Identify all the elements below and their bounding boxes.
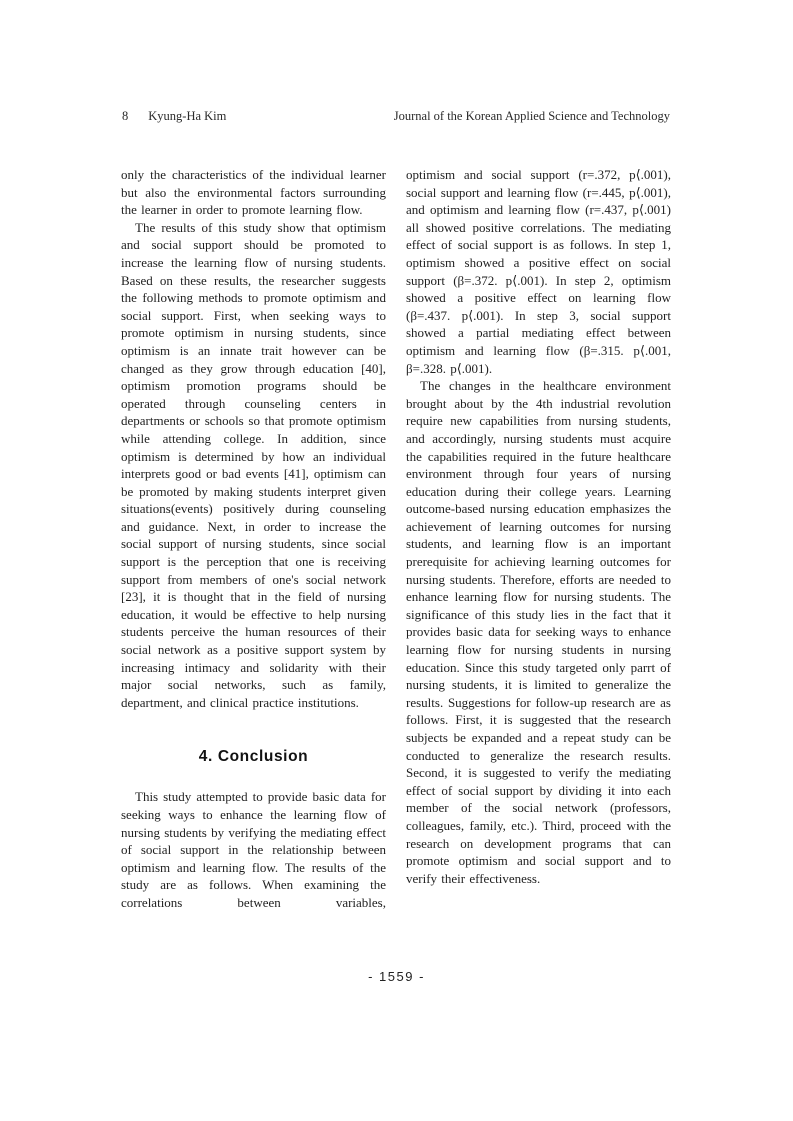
header-left — [122, 109, 226, 124]
body-paragraph: The changes in the healthcare environment brought about by the 4th industrial revolution require new capabilities from nursing students, and accordingly, nursing students must acquire the capabilities required in the future healthcare environment through four years of nursing education during their college years. Learning outcome-based nursing education emphasizes the achievement of learning outcomes for nursing students, and learning flow is an important prerequisite for achieving learning outcomes for nursing students. Therefore, efforts are needed to enhance learning flow for nursing students. The significance of this study lies in the fact that it provides basic data for seeking ways to enhance learning flow for nursing students in nursing education. Since this study targeted only parrt of nursing students, it is limited to generalize the results. Suggestions for follow-up research are as follows. First, it is suggested that the research subjects be expanded and a repeat study can be conducted to generalize the research results. Second, it is suggested to verify the mediating effect of social support by dividing it into each member of the social network (professors, colleagues, family, etc.). Third, proceed with the research on development programs that can promote optimism and social support and to verify their effectiveness. — [406, 378, 671, 886]
header-author: Kyung-Ha Kim — [148, 109, 227, 123]
section-heading-conclusion: 4. Conclusion — [198, 748, 309, 766]
footer-page-number: - 1559 - — [368, 969, 425, 984]
body-paragraph: This study attempted to provide basic data for seeking ways to enhance the learning flow of nursing students by verifying the mediating effect of social support in the relationship between optimism and learning flow. The results of the study are as follows. When examining the correlations between variables, — [121, 789, 386, 910]
running-header — [122, 109, 670, 124]
two-column-body — [121, 166, 670, 912]
right-column — [406, 166, 671, 912]
header-page-number: 8 — [122, 109, 129, 123]
body-paragraph: only the characteristics of the individual learner but also the environmental factors surrounding the learner in order to promote learning flow. — [121, 167, 386, 218]
left-column — [121, 166, 386, 912]
body-paragraph: The results of this study show that optimism and social support should be promoted to increase the learning flow of nursing students. Based on these results, the researcher suggests the following methods to promote optimism and social support. First, when seeking ways to promote optimism in nursing students, since optimism is an innate trait however can be changed as they grow through education [40], optimism promotion programs should be operated through counseling centers in departments or schools so that promote optimism while attending college. In addition, since optimism is determined by how an individual interprets good or bad events [41], optimism can be promoted by making students interpret given situations(events) positively during counseling and guidance. Next, in order to increase the social support of nursing students, since social support is the perception that one is receiving support from members of one's social network [23], it is thought that in the field of nursing education, it would be effective to help nursing students perceive the human resources of their social network as a positive support system by increasing intimacy and solidarity with their major social networks, such as family, department, and clinical practice institutions. — [121, 219, 386, 710]
header-journal-title: Journal of the Korean Applied Science and Technology — [393, 109, 670, 123]
body-paragraph: optimism and social support (r=.372, p⟨.001), social support and learning flow (r=.445, p⟨.001), and optimism and learning flow (r=.437, p⟨.001) all showed positive correlations. The mediating effect of social support is as follows. In step 1, optimism showed a positive effect on social support (β=.372. p⟨.001). In step 2, optimism showed a positive effect on learning flow (β=.437. p⟨.001). In step 3, social support showed a partial mediating effect between optimism and learning flow (β=.315. p⟨.001, β=.328. p⟨.001). — [406, 167, 671, 376]
